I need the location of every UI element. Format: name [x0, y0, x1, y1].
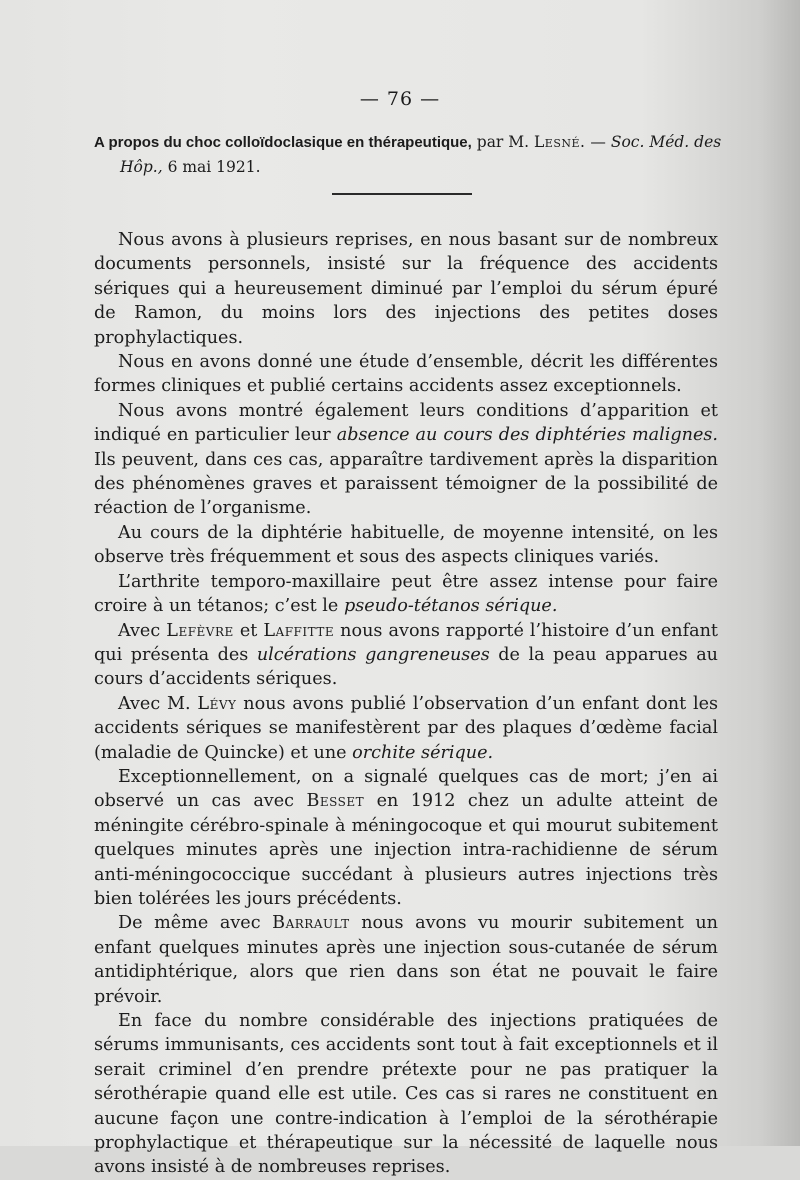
- paragraph-6: [94, 619, 718, 692]
- paragraph-6-conj: et: [239, 620, 258, 641]
- paragraph-6-text-cont: de la peau apparues au cours d’accidents sériques.: [94, 644, 719, 690]
- separator-rule: [332, 193, 472, 195]
- author-name: Besset: [306, 791, 365, 812]
- paragraph-10: En face du nombre considérable des injections pratiquées de sérums immunisants, ces accidents sont tout à fait exceptionnels et il serait criminel d’en prendre prétexte pour ne pas pratiquer la sérothérapie quand elle est utile. Ces cas si rares ne constituent en aucune façon une contre-indication à l’emploi de la sérothérapie prophylactique et thérapeutique sur la nécessité de laquelle nous avons insisté à de nombreuses reprises.: [94, 1011, 718, 1178]
- page-number: — 76 —: [359, 88, 441, 110]
- journal-name-cont: Hôp.,: [120, 158, 163, 176]
- paragraph-6-intro: Avec: [118, 620, 161, 641]
- author-name: Laffitte: [263, 620, 335, 641]
- paragraph-3: [94, 399, 718, 521]
- author-name: Lévy: [197, 693, 237, 714]
- heading-by: par M.: [476, 133, 530, 151]
- paragraph-3-emphasis: absence au cours des diphtéries malignes.: [336, 425, 718, 446]
- heading-dash: —: [590, 133, 606, 151]
- paragraph-8-text: Exceptionnellement, on a signalé quelques cas de mort; j’en ai observé un cas avec: [94, 766, 718, 812]
- journal-name: Soc. Méd. des: [610, 133, 722, 151]
- paragraph-6-text: nous avons rapporté l’histoire d’un enfant qui présenta des: [94, 620, 719, 665]
- article-body: [94, 228, 718, 1180]
- paragraph-9-text: nous avons vu mourir subitement un enfant quelques minutes après une injection sous-cutanée de sérum antidiphtérique, alors que rien dans son état ne pouvait le faire prévoir.: [94, 913, 719, 1007]
- paragraph-6-emphasis: ulcérations gangreneuses: [256, 644, 490, 665]
- paragraph-2: Nous en avons donné une étude d’ensemble, décrit les différentes formes cliniques et publié certains accidents assez exceptionnels.: [94, 352, 718, 397]
- paragraph-5-text: L’arthrite temporo-maxillaire peut être assez intense pour faire croire à un tétanos; c’est le: [94, 571, 718, 617]
- paragraph-9: [94, 911, 718, 1009]
- paragraph-3-text: Nous avons montré également leurs conditions d’apparition et indiqué en particulier leur: [94, 400, 718, 446]
- paragraph-4: Au cours de la diphtérie habituelle, de moyenne intensité, on les observe très fréquemment et sous des aspects cliniques variés.: [94, 522, 718, 568]
- paragraph-8-text-cont: en 1912 chez un adulte atteint de méningite cérébro-spinale à méningocoque et qui mourut subitement quelques minutes après une injection intra-rachidienne de sérum anti-méningococcique succédant à plusieurs autres injections très bien tolérées les jours précédents.: [94, 791, 719, 909]
- author-name: Lefèvre: [166, 620, 234, 641]
- paragraph-8: [94, 765, 718, 911]
- paragraph-3-text-cont: Ils peuvent, dans ces cas, apparaître tardivement après la disparition des phénomènes graves et paraissent témoigner de la possibilité de réaction de l’organisme.: [94, 449, 718, 519]
- author-name: Barrault: [272, 913, 350, 934]
- paragraph-7-text: nous avons publié l’observation d’un enfant dont les accidents sériques se manifestèrent par des plaques d’œdème facial (maladie de Quincke) et une: [94, 693, 719, 763]
- article-title: A propos du choc colloïdoclasique en thérapeutique,: [94, 134, 472, 151]
- article-author: Lesné.: [534, 133, 586, 151]
- paragraph-7-emphasis: orchite sérique.: [352, 742, 494, 763]
- paragraph-5-emphasis: pseudo-tétanos sérique.: [343, 596, 558, 617]
- article-heading: [94, 130, 734, 179]
- paragraph-1: Nous avons à plusieurs reprises, en nous basant sur de nombreux documents personnels, insisté sur la fréquence des accidents sériques qui a heureusement diminué par l’emploi du sérum épuré de Ramon, du moins lors des injections des petites doses prophylactiques.: [94, 230, 718, 348]
- paragraph-5: [94, 570, 718, 619]
- paragraph-7: [94, 692, 718, 765]
- publication-date: 6 mai 1921.: [167, 158, 261, 176]
- paragraph-9-intro: De même avec: [118, 913, 261, 934]
- paragraph-7-intro: Avec M.: [118, 693, 191, 714]
